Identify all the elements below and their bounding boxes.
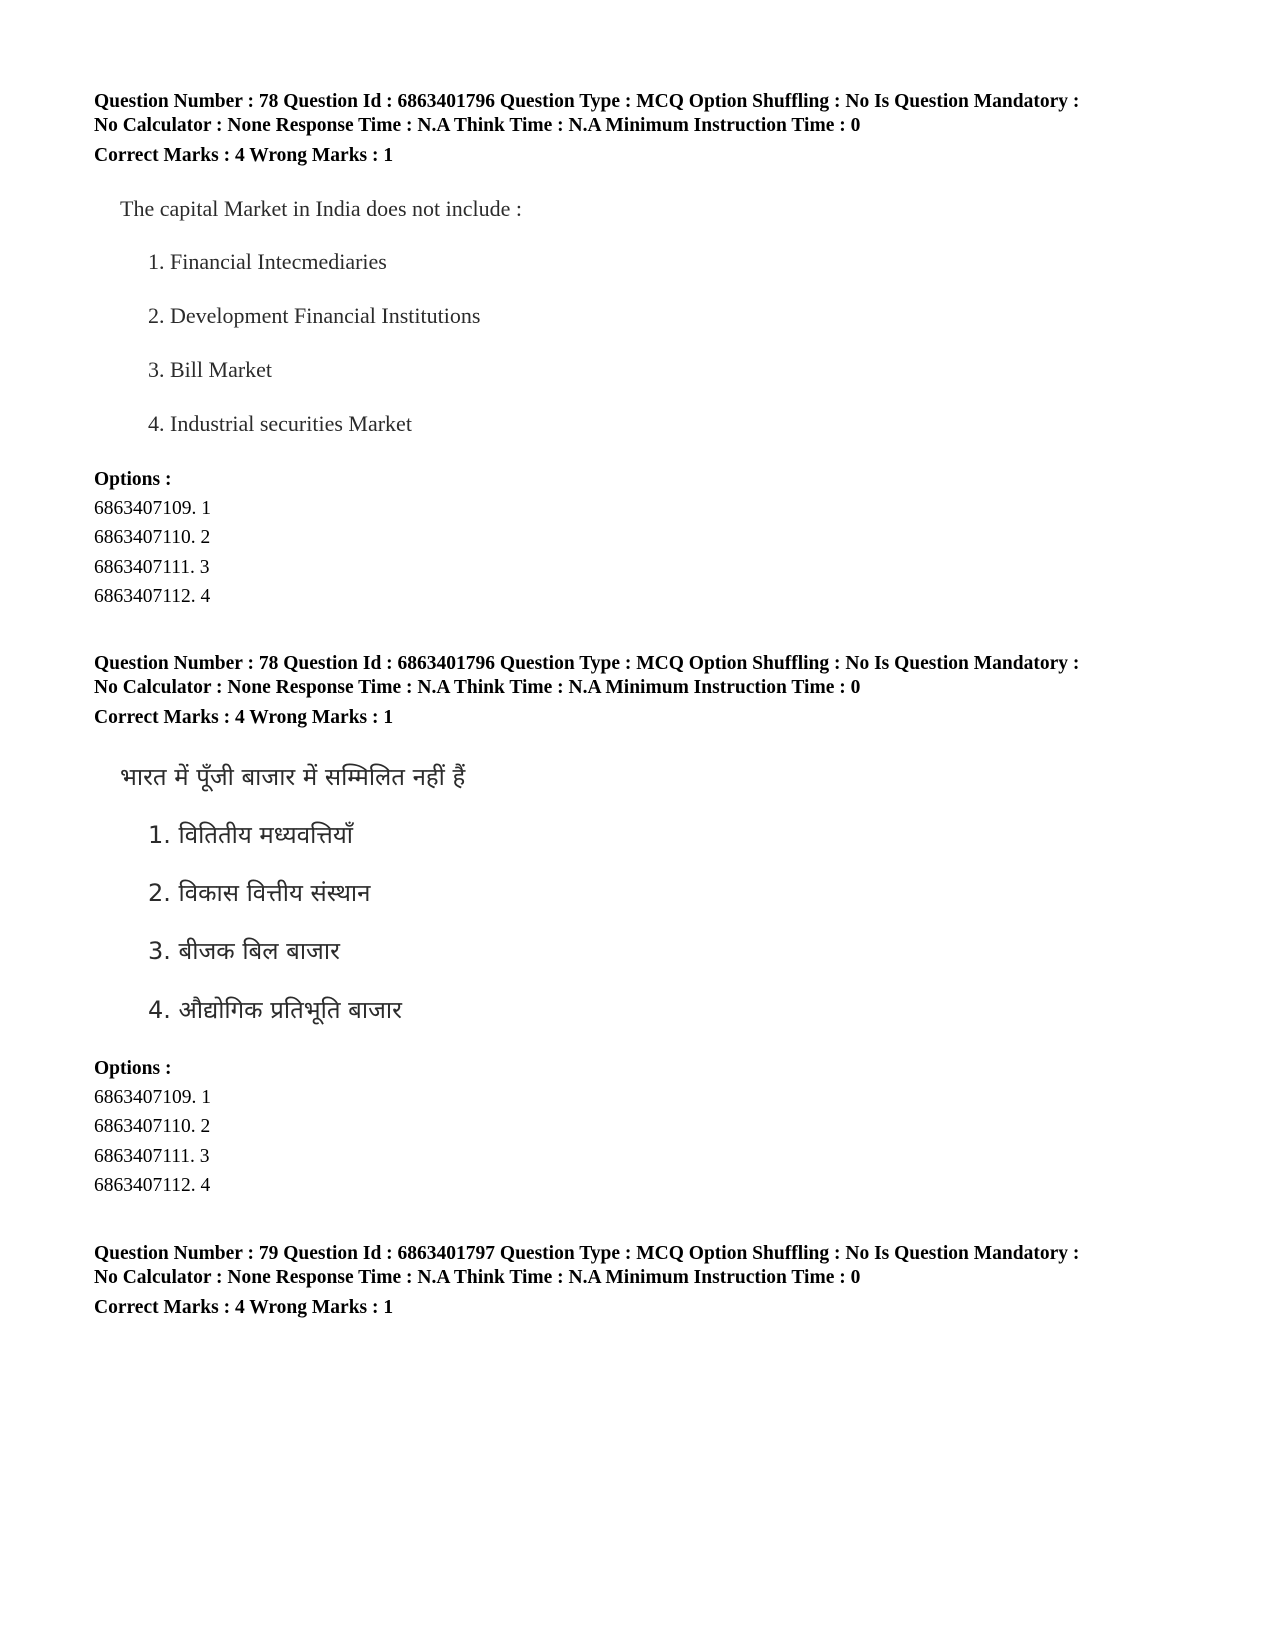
question-choice-2: 2. Development Financial Institutions bbox=[148, 303, 481, 328]
option-item: 6863407112. 4 bbox=[94, 586, 211, 607]
question-choice-3: 3. Bill Market bbox=[148, 357, 273, 382]
question-header-1 bbox=[94, 90, 1214, 168]
option-item: 6863407111. 3 bbox=[94, 557, 210, 578]
question-choice-3: 3. बीजक बिल बाजार bbox=[148, 937, 340, 965]
question-header-2 bbox=[94, 652, 1214, 730]
options-label: Options : bbox=[94, 469, 172, 490]
option-item: 6863407112. 4 bbox=[94, 1175, 211, 1196]
question-meta-line-1: Question Number : 79 Question Id : 6863401797 Question Type : MCQ Option Shuffling : No Is Question Mandatory : bbox=[94, 1243, 1080, 1264]
question-choice-4: 4. औद्योगिक प्रतिभूति बाजार bbox=[148, 996, 402, 1024]
options-label: Options : bbox=[94, 1058, 172, 1079]
question-marks: Correct Marks : 4 Wrong Marks : 1 bbox=[94, 145, 394, 166]
question-meta-line-2: No Calculator : None Response Time : N.A Think Time : N.A Minimum Instruction Time : 0 bbox=[94, 1267, 861, 1288]
question-meta-line-2: No Calculator : None Response Time : N.A Think Time : N.A Minimum Instruction Time : 0 bbox=[94, 115, 861, 136]
question-choice-2: 2. विकास वित्तीय संस्थान bbox=[148, 879, 371, 907]
question-meta-line-2: No Calculator : None Response Time : N.A Think Time : N.A Minimum Instruction Time : 0 bbox=[94, 677, 861, 698]
option-item: 6863407110. 2 bbox=[94, 527, 211, 548]
question-marks: Correct Marks : 4 Wrong Marks : 1 bbox=[94, 707, 394, 728]
question-meta-line-1: Question Number : 78 Question Id : 6863401796 Question Type : MCQ Option Shuffling : No Is Question Mandatory : bbox=[94, 91, 1080, 112]
option-item: 6863407111. 3 bbox=[94, 1146, 210, 1167]
question-choice-4: 4. Industrial securities Market bbox=[148, 411, 412, 436]
question-choice-1: 1. वितितीय मध्यवत्तियाँ bbox=[148, 821, 354, 849]
option-item: 6863407110. 2 bbox=[94, 1116, 211, 1137]
question-marks: Correct Marks : 4 Wrong Marks : 1 bbox=[94, 1297, 394, 1318]
question-meta-line-1: Question Number : 78 Question Id : 6863401796 Question Type : MCQ Option Shuffling : No Is Question Mandatory : bbox=[94, 653, 1080, 674]
question-stem: The capital Market in India does not include : bbox=[120, 196, 522, 221]
question-stem: भारत में पूँजी बाजार में सम्मिलित नहीं हैं bbox=[120, 763, 466, 791]
question-header-3 bbox=[94, 1242, 1214, 1320]
question-choice-1: 1. Financial Intecmediaries bbox=[148, 249, 387, 274]
option-item: 6863407109. 1 bbox=[94, 498, 211, 519]
option-item: 6863407109. 1 bbox=[94, 1087, 211, 1108]
